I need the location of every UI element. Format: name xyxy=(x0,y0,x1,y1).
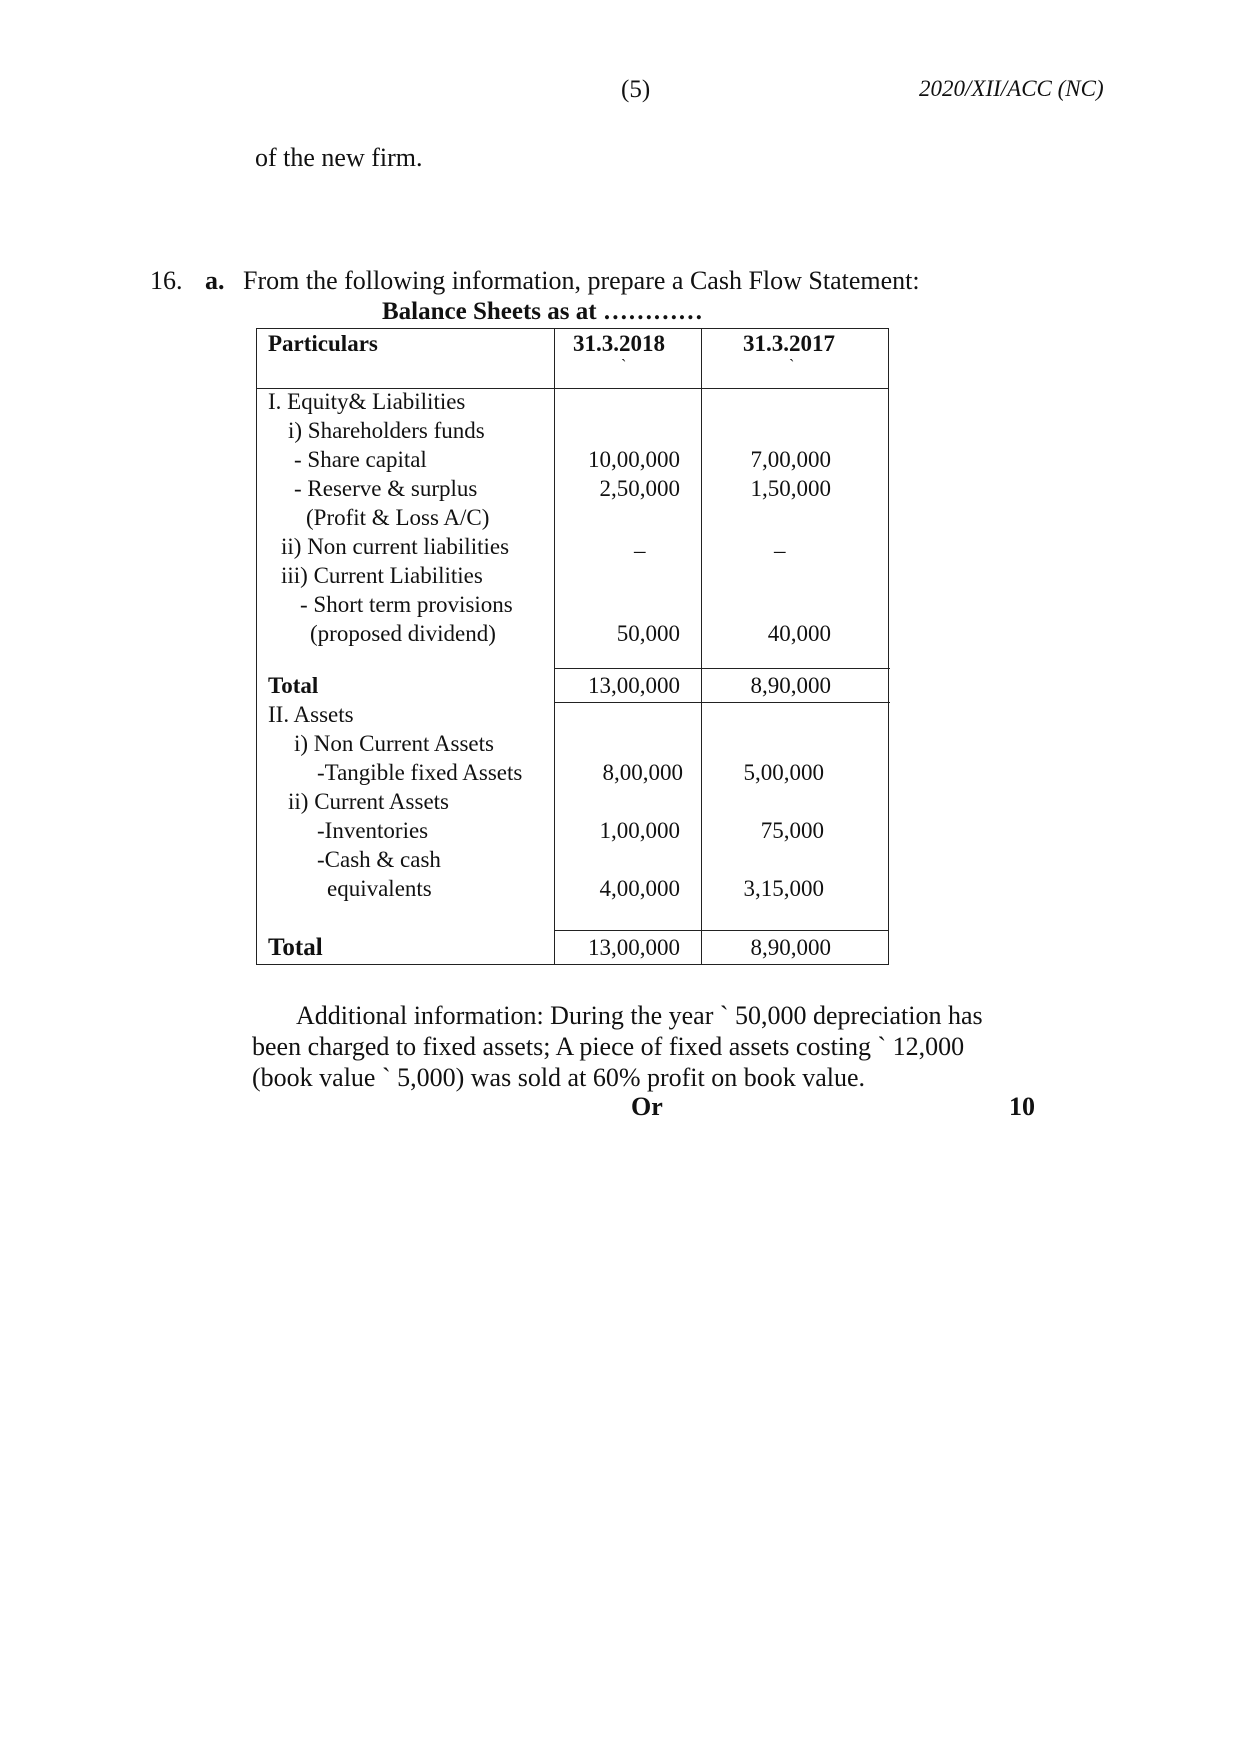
row-label-current-assets: ii) Current Assets xyxy=(288,789,449,814)
row-label-equity-liabilities: I. Equity& Liabilities xyxy=(268,389,466,414)
non-current-liabilities-2017: – xyxy=(774,538,786,563)
total-liabilities-2017: 8,90,000 xyxy=(750,673,831,698)
row-label-current-liabilities: iii) Current Liabilities xyxy=(281,563,483,588)
row-label-profit-loss: (Profit & Loss A/C) xyxy=(306,505,490,530)
total-rule-bottom xyxy=(554,702,890,703)
cash-equivalents-2018: 4,00,000 xyxy=(599,876,680,901)
column-header-2018: 31.3.2018 xyxy=(573,331,665,356)
row-label-assets: II. Assets xyxy=(268,702,354,727)
column-header-2017: 31.3.2017 xyxy=(743,331,835,356)
additional-info-line-2: been charged to fixed assets; A piece of fixed assets costing ` 12,000 xyxy=(252,1032,965,1061)
page-number: (5) xyxy=(621,76,651,103)
column-divider xyxy=(701,329,702,964)
inventories-2018: 1,00,000 xyxy=(599,818,680,843)
additional-info-line-3: (book value ` 5,000) was sold at 60% profit on book value. xyxy=(252,1063,866,1092)
total-assets-2017: 8,90,000 xyxy=(750,935,831,960)
total-rule-top xyxy=(554,668,890,669)
table-title: Balance Sheets as at ………… xyxy=(382,298,703,325)
question-text: From the following information, prepare a Cash Flow Statement: xyxy=(243,266,920,295)
row-label-cash: -Cash & cash xyxy=(317,847,441,872)
share-capital-2018: 10,00,000 xyxy=(588,447,680,472)
row-label-total-assets: Total xyxy=(268,934,323,961)
tangible-fixed-assets-2018: 8,00,000 xyxy=(602,760,683,785)
column-divider xyxy=(554,329,555,964)
cash-equivalents-2017: 3,15,000 xyxy=(743,876,824,901)
inventories-2017: 75,000 xyxy=(760,818,824,843)
reserve-surplus-2018: 2,50,000 xyxy=(599,476,680,501)
proposed-dividend-2017: 40,000 xyxy=(767,621,831,646)
reserve-surplus-2017: 1,50,000 xyxy=(750,476,831,501)
proposed-dividend-2018: 50,000 xyxy=(616,621,680,646)
currency-marker-2018: ` xyxy=(621,357,627,374)
row-label-shareholders-funds: i) Shareholders funds xyxy=(288,418,485,443)
row-label-non-current-liabilities: ii) Non current liabilities xyxy=(281,534,510,559)
total-assets-2018: 13,00,000 xyxy=(588,935,680,960)
row-label-non-current-assets: i) Non Current Assets xyxy=(294,731,494,756)
question-marks: 10 xyxy=(1009,1092,1035,1121)
non-current-liabilities-2018: – xyxy=(634,538,646,563)
share-capital-2017: 7,00,000 xyxy=(750,447,831,472)
additional-info-line-1: Additional information: During the year ` 50,000 depreciation has xyxy=(296,1001,983,1030)
row-label-tangible-fixed-assets: -Tangible fixed Assets xyxy=(317,760,523,785)
row-label-total-liabilities: Total xyxy=(268,673,319,698)
row-label-share-capital: - Share capital xyxy=(294,447,427,472)
grand-total-rule xyxy=(554,930,888,931)
paper-code: 2020/XII/ACC (NC) xyxy=(919,76,1104,101)
continuation-text: of the new firm. xyxy=(255,143,423,172)
total-liabilities-2018: 13,00,000 xyxy=(588,673,680,698)
tangible-fixed-assets-2017: 5,00,000 xyxy=(743,760,824,785)
column-header-particulars: Particulars xyxy=(268,331,378,356)
row-label-proposed-dividend: (proposed dividend) xyxy=(310,621,496,646)
row-label-inventories: -Inventories xyxy=(317,818,429,843)
row-label-reserve-surplus: - Reserve & surplus xyxy=(294,476,478,501)
or-label: Or xyxy=(631,1092,663,1121)
row-label-short-term-provisions: - Short term provisions xyxy=(300,592,513,617)
balance-sheet-table xyxy=(256,328,889,965)
row-label-cash-equivalents: equivalents xyxy=(327,876,432,901)
question-part: a. xyxy=(205,266,225,295)
currency-marker-2017: ` xyxy=(789,357,795,374)
question-number: 16. xyxy=(150,266,183,295)
